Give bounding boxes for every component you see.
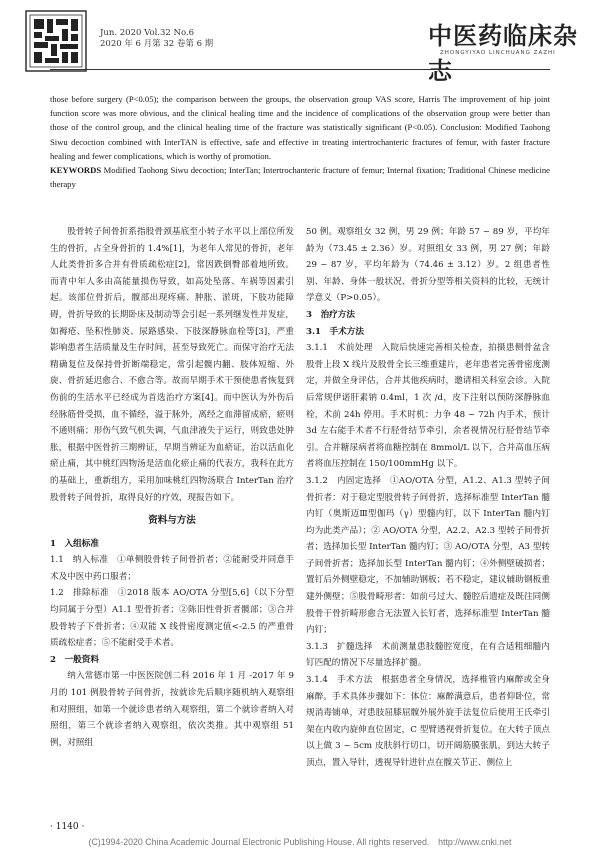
- journal-logo: 中医药临床杂志: [428, 21, 578, 85]
- para-3-1-4: 3.1.4 手术方法 根据患者全身情况，选择椎管内麻醉或全身麻醉。手术具体步骤如下：体位：麻醉满意后，患者仰卧位，常规消毒铺单，对患肢屈膝屈髋外展外旋手法复位后使用王氏牵引架在内收内旋伸直位固定，C 型臂透视骨折复位。在大转子顶点以上做 3 ~ 5cm 皮肤斜行切口，切开阔筋膜张肌，到达大转子顶点，置入导针，透视导针进针点在髋关节正、侧位上: [306, 675, 550, 768]
- para-3-1-2: 3.1.2 内固定选择 ①AO/OTA 分型，A1.2、A1.3 型转子间骨折者：对于稳定型股骨转子间骨折，选择标准型 InterTan 髓内钉（奥斯迈Ⅲ型伽玛（γ）型髓内钉，以下 InterTan 髓内钉均为此类产品）；② AO/OTA 分型，A2.2、A2.3 型转子间骨折者；选择加长型 InterTan 髓内钉；③ AO/OTA 分型，A3 型转子间骨折者；选择加长型 InterTan 髓内钉；④外侧壁破损者；置钉后外侧壁稳定，不加辅助钢板；若不稳定，建议辅助钢板重建外侧壁；⑤股骨畸形者：如前弓过大、髓腔后遗症及既往同侧股骨干骨折畸形愈合无法置入长钉者，选择标准型 InterTan 髓内钉；: [306, 475, 550, 636]
- keywords-label: KEYWORDS: [50, 165, 102, 176]
- para-1-1: 1.1 纳入标准 ①单侧股骨转子间骨折者；②能耐受并同意手术及中医中药口服者；: [50, 555, 294, 582]
- page-number: · 1140 ·: [50, 822, 85, 832]
- journal-logo-pinyin: ZHONGYIYAO LINCHUANG ZAZHI: [440, 50, 556, 56]
- library-stamp-image: [25, 10, 87, 72]
- keywords-line: [50, 163, 550, 191]
- abstract-text: those before surgery (P<0.05); the comparison between the groups, the observation group VAS score, Harris The improvement of hip joint function score was more obvious, and the clinical healing time and the incidence of complications of the observation group were better than those of the control group, and the clinical healing time of the fracture was statistically significant (P<0.05). Conclusion: Modified Taohong Siwu decoction combined with InterTAN is effective, safe and effective in treating intertrochanteric fractures of femur, with faster fracture healing and fewer complications, which is worthy of promotion.: [50, 94, 550, 161]
- english-abstract: [50, 92, 550, 191]
- intro-paragraph: 股骨转子间骨折系指股骨颈基底至小转子水平以上部位所发生的骨折，占全身骨折的 1.4%[1]，为老年人常见的骨折，老年人此类骨折多合并有骨质疏松症[2]，常因跌倒臀部着地所致。而青中年人多由高能量损伤导致，如高处坠落、车祸等因素引起。该部位骨折后，髋部出现疼痛、肿胀、淤斑，下肢功能障碍，骨折导致的长期卧床及制动等会引起一系列继发性并发症，如褥疮、坠积性肺炎、尿路感染、下肢深静脉血栓等[3]，严重影响患者生活质量及生存时间，甚至导致死亡。而保守治疗无法精确复位及保持骨折断端稳定，常引起髋内翻、肢体短缩、外旋、骨折延迟愈合、不愈合等。故而早期手术干预使患者恢复到伤前的生活水平已经成为首选治疗方案[4]。而中医认为外伤后经脉筋骨受损，血不循经，溢于脉外，离经之血滞留成瘀，瘀则不通则痛；形伤气致气机失调，气血津液失于运行，则致患处肿胀，根据中医骨折三期辨证，早期当辨证为血瘀证，治以活血化瘀止痛，其中桃红四物汤是活血化瘀止痛的代表方，我科在此方的基础上，重新组方，采用加味桃红四物汤联合 InterTan 治疗股骨转子间骨折，取得良好的疗效，现报告如下。: [50, 227, 294, 503]
- keywords-text: Modified Taohong Siwu decoction; InterTan; Intertrochanteric fracture of femur; Internal fixation; Traditional Chinese medicine therapy: [50, 165, 550, 190]
- heading-general-data: 2 一般资料: [50, 654, 99, 665]
- copyright-footer: (C)1994-2020 China Academic Journal Electronic Publishing House. All rights reserved. http://www.cnki.net: [88, 837, 512, 847]
- journal-issue-cn: 2020 年 6 月第 32 卷第 6 期: [100, 39, 214, 49]
- heading-surgery: 3.1 手术方法: [306, 326, 364, 337]
- para-2: 纳入常德市第一中医医院创二科 2016 年 1 月 -2017 年 9 月的 101 例股骨转子间骨折，按就诊先后顺序随机纳入观察组和对照组，如第一个就诊患者纳入观察组，第二个就诊者纳入对照组，第三个就诊者纳入观察组，依次类推。其中观察组 51 例，对照组: [50, 671, 294, 748]
- para-3-1-3: 3.1.3 扩髓选择 术前测量患肢髓腔宽度，在有合适粗细髓内钉匹配的情况下尽量选择扩髓。: [306, 641, 550, 669]
- para-continued: 50 例。观察组女 32 例，男 29 例；年龄 57 ~ 89 岁，平均年龄为（73.45 ± 2.36）岁。对照组女 33 例，男 27 例；年龄 29 ~ 87 岁，平均年龄为（74.46 ± 3.12）岁。2 组患者性别、年龄、身体一般状况、骨折分型等相关资料的比较，无统计学意义（P>0.05）。: [306, 227, 550, 304]
- heading-inclusion: 1 入组标准: [50, 538, 99, 549]
- right-column: [306, 224, 550, 772]
- header-divider: [50, 69, 550, 70]
- journal-issue: [100, 28, 213, 50]
- para-3-1-1: 3.1.1 术前处理 入院后快速完善相关检查，拍摄患侧骨盆含股骨上段 X 线片及股骨全长三维重建片，老年患者完善骨密度测定，并做全身评估，合并其他疾病时，邀请相关科室会诊。入院后常规伊诺肝素钠 0.4ml，1 次 /d，皮下注射以预防深静脉血栓，术前 24h 停用。手术时机：力争 48 ~ 72h 内手术，预计 3d 左右能手术者不行胫骨结节牵引，余者视情况行胫骨结节牵引。合并糖尿病者将血糖控制在 8mmol/L 以下，合并高血压病者将血压控制在 150/100mmHg 以下。: [306, 343, 550, 470]
- section-title: 资料与方法: [148, 515, 196, 527]
- left-column: [50, 224, 294, 751]
- heading-treatment: 3 治疗方法: [306, 309, 355, 320]
- para-1-2: 1.2 排除标准 ①2018 版本 AO/OTA 分型[5,6]（以下分型均同属于分型）A1.1 型骨折者；②陈旧性骨折者髋部；③合并股骨转子下骨折者；④双能 X 线骨密度测定值<-2.5 的严重骨质疏松症者；⑤不能耐受手术者。: [50, 588, 294, 649]
- journal-issue-en: Jun. 2020 Vol.32 No.6: [100, 28, 195, 38]
